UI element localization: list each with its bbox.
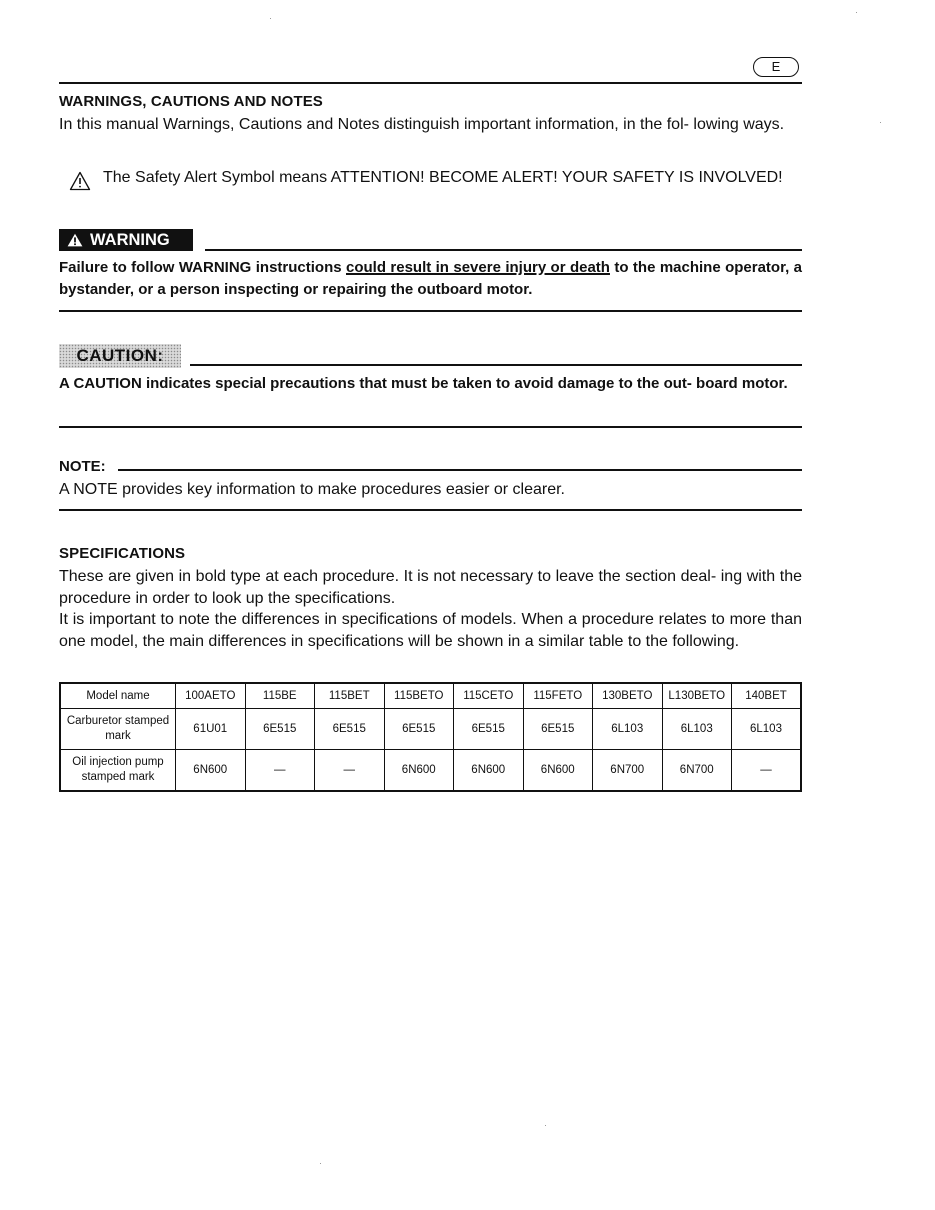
caution-bottom-rule — [59, 426, 802, 428]
specifications-paragraph-2: It is important to note the differences in specifications of models. When a procedure relates to more than one model, the main differences in specifications will be shown in a similar table to the following. — [59, 611, 802, 650]
warning-badge — [59, 229, 193, 251]
table-cell: 6N600 — [454, 750, 524, 792]
scan-speck — [545, 1125, 546, 1126]
header-rule — [59, 82, 802, 84]
language-tab: E — [753, 57, 799, 77]
caution-badge: CAUTION: — [59, 344, 181, 368]
table-cell: 6E515 — [454, 709, 524, 750]
scan-speck — [320, 1163, 321, 1164]
section-heading-warnings: WARNINGS, CAUTIONS AND NOTES — [59, 93, 323, 110]
note-bottom-rule — [59, 509, 802, 511]
safety-alert-triangle-icon — [69, 171, 91, 191]
warning-text — [59, 257, 802, 301]
table-cell: 115BE — [245, 683, 315, 709]
warning-rule — [205, 249, 802, 251]
table-cell: 6N600 — [384, 750, 454, 792]
table-row — [60, 750, 801, 792]
note-label: NOTE: — [59, 458, 106, 475]
table-cell: 6N600 — [523, 750, 593, 792]
table-cell: 6L103 — [732, 709, 802, 750]
warning-text-start: Failure to follow WARNING instructions — [59, 259, 346, 276]
table-cell: 115CETO — [454, 683, 524, 709]
table-cell: 115FETO — [523, 683, 593, 709]
specifications-paragraph-1: These are given in bold type at each procedure. It is not necessary to leave the section deal- ing with the procedure in order to look up the specifications. — [59, 568, 802, 607]
table-cell: 6E515 — [523, 709, 593, 750]
table-cell: 6N700 — [662, 750, 732, 792]
intro-paragraph: In this manual Warnings, Cautions and Notes distinguish important information, in the fol- lowing ways. — [59, 116, 785, 133]
table-cell: — — [732, 750, 802, 792]
scan-speck — [270, 18, 271, 19]
table-cell: 100AETO — [176, 683, 246, 709]
table-cell: 115BET — [315, 683, 385, 709]
table-cell: 61U01 — [176, 709, 246, 750]
table-cell: 6N600 — [176, 750, 246, 792]
safety-alert-text: The Safety Alert Symbol means ATTENTION! BECOME ALERT! YOUR SAFETY IS INVOLVED! — [103, 169, 783, 186]
section-heading-specifications: SPECIFICATIONS — [59, 545, 186, 562]
scan-speck — [856, 12, 857, 13]
note-rule — [118, 469, 802, 471]
table-cell: L130BETO — [662, 683, 732, 709]
table-row — [60, 683, 801, 709]
table-cell: 6E515 — [315, 709, 385, 750]
table-cell: 6L103 — [662, 709, 732, 750]
scan-speck — [880, 122, 881, 123]
note-text: A NOTE provides key information to make procedures easier or clearer. — [59, 481, 565, 498]
warning-text-end: to the machine operator, a bystander, or a person inspecting or repairing the outboard motor. — [59, 259, 802, 298]
table-cell: 6L103 — [593, 709, 663, 750]
table-cell: 115BETO — [384, 683, 454, 709]
caution-rule — [190, 364, 802, 366]
table-cell: Model name — [60, 683, 176, 709]
table-cell: — — [315, 750, 385, 792]
table-cell: — — [245, 750, 315, 792]
warning-text-underlined: could result in severe injury or death — [346, 259, 610, 276]
warning-triangle-icon — [67, 233, 83, 247]
table-row — [60, 709, 801, 750]
warning-label: WARNING — [90, 230, 170, 249]
table-cell: 140BET — [732, 683, 802, 709]
warning-bottom-rule — [59, 310, 802, 312]
caution-text: A CAUTION indicates special precautions that must be taken to avoid damage to the out- board motor. — [59, 375, 788, 392]
table-cell: Carburetor stamped mark — [60, 709, 176, 750]
table-cell: Oil injection pump stamped mark — [60, 750, 176, 792]
table-cell: 130BETO — [593, 683, 663, 709]
table-cell: 6E515 — [384, 709, 454, 750]
spec-table — [59, 682, 802, 792]
table-cell: 6N700 — [593, 750, 663, 792]
table-cell: 6E515 — [245, 709, 315, 750]
